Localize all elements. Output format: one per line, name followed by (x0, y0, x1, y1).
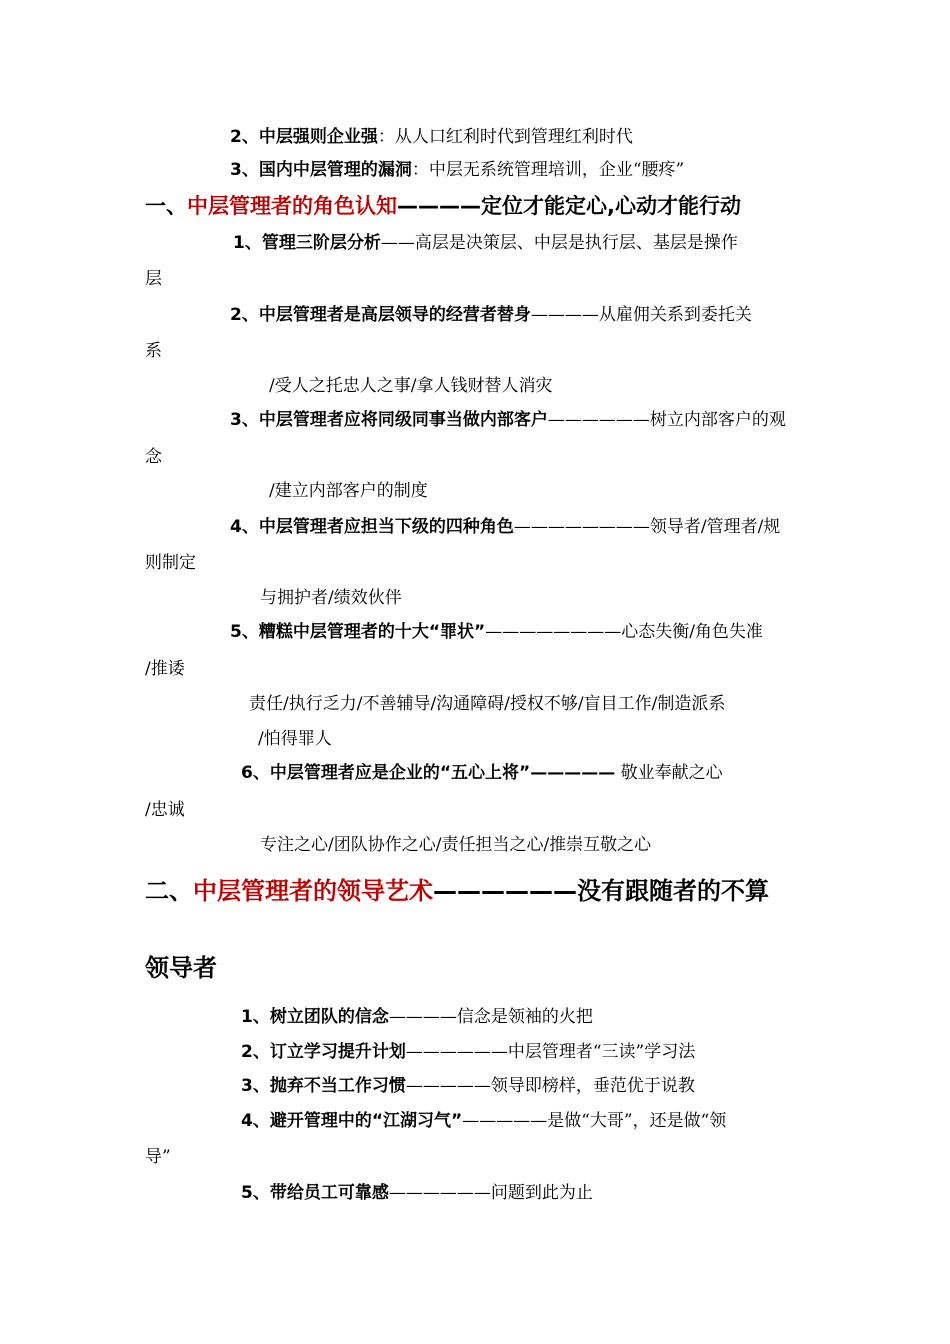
s1-item-1-wrap: 层 (145, 269, 162, 289)
item-number: 3、 (230, 160, 259, 180)
item-heading: 中层管理者应担当下级的四种角色 (258, 517, 514, 537)
s2-item-4 (241, 1110, 726, 1132)
section-dash: ———— (397, 194, 481, 218)
s1-item-5-cont2: /怕得罪人 (258, 729, 332, 749)
item-text: —————领导即榜样，垂范优于说教 (405, 1076, 695, 1096)
s1-item-4 (230, 516, 780, 538)
item-heading: 抛弃不当工作习惯 (269, 1076, 406, 1096)
item-text: ——————树立内部客户的观 (547, 410, 786, 430)
item-heading: 中层管理者应是企业的“五心上将” (269, 763, 531, 783)
s2-item-5 (241, 1182, 593, 1204)
section-2-heading (145, 875, 769, 907)
item-dash: ————— (530, 763, 616, 783)
s1-item-5-cont: 责任/执行乏力/不善辅导/沟通障碍/授权不够/盲目工作/制造派系 (249, 694, 726, 714)
item-text: ——————中层管理者“三读”学习法 (405, 1042, 696, 1062)
item-number: 5、 (241, 1183, 270, 1203)
s1-item-3-wrap: 念 (145, 447, 162, 467)
item-number: 3、 (230, 410, 259, 430)
item-heading: 中层管理者应将同级同事当做内部客户 (258, 410, 548, 430)
item-number: 2、 (230, 305, 259, 325)
item-text: 敬业奉献之心 (615, 763, 723, 783)
section-number: 一、 (145, 194, 187, 218)
item-heading: 中层强则企业强 (258, 127, 378, 147)
item-text: ——高层是决策层、中层是执行层、基层是操作 (380, 233, 738, 253)
item-number: 6、 (241, 763, 270, 783)
item-number: 4、 (241, 1111, 270, 1131)
item-text: ——————问题到此为止 (388, 1183, 593, 1203)
s2-item-4-wrap: 导” (145, 1147, 171, 1167)
item-number: 3、 (241, 1076, 270, 1096)
s1-item-1 (233, 232, 738, 254)
item-heading: 糟糕中层管理者的十大“罪状” (258, 622, 486, 642)
section-dash: —————— (433, 877, 577, 905)
s1-item-3 (230, 409, 786, 431)
item-heading: 带给员工可靠感 (269, 1183, 389, 1203)
s1-item-2-cont: /受人之托忠人之事/拿人钱财替人消灾 (269, 376, 553, 396)
section-1-heading (145, 192, 741, 220)
item-text: ————信念是领袖的火把 (388, 1007, 593, 1027)
item-number: 2、 (241, 1042, 270, 1062)
item-heading: 避开管理中的“江湖习气” (269, 1111, 463, 1131)
s1-item-5 (230, 621, 763, 643)
s1-item-6-cont: 专注之心/团队协作之心/责任担当之心/推崇互敬之心 (260, 835, 652, 855)
s1-item-3-cont: /建立内部客户的制度 (269, 481, 428, 501)
item-text: ：从人口红利时代到管理红利时代 (377, 127, 633, 147)
s1-item-4-cont: 与拥护者/绩效伙伴 (260, 588, 402, 608)
s2-item-3 (241, 1075, 695, 1097)
item-heading: 中层管理者是高层领导的经营者替身 (258, 305, 531, 325)
item-heading: 管理三阶层分析 (261, 233, 381, 253)
item-number: 5、 (230, 622, 259, 642)
s1-item-6 (241, 762, 723, 784)
intro-item-2 (230, 126, 633, 148)
s1-item-2 (230, 304, 752, 326)
section-subtitle: 没有跟随者的不算 (577, 877, 769, 905)
section-2-heading-wrap: 领导者 (145, 954, 217, 982)
section-title: 中层管理者的角色认知 (187, 194, 397, 218)
item-text: ————————心态失衡/角色失准 (485, 622, 763, 642)
item-heading: 国内中层管理的漏洞 (258, 160, 412, 180)
item-number: 2、 (230, 127, 259, 147)
s1-item-4-wrap: 则制定 (145, 553, 196, 573)
s1-item-2-wrap: 系 (145, 341, 162, 361)
item-text: —————是做“大哥”，还是做“领 (462, 1111, 727, 1131)
item-text: ：中层无系统管理培训，企业“腰疼” (411, 160, 685, 180)
item-text: ————从雇佣关系到委托关 (530, 305, 752, 325)
s2-item-1 (241, 1006, 593, 1028)
item-text: ————————领导者/管理者/规 (513, 517, 781, 537)
item-number: 1、 (233, 233, 262, 253)
intro-item-3 (230, 159, 684, 181)
section-subtitle: 定位才能定心,心动才能行动 (481, 194, 741, 218)
section-number: 二、 (145, 877, 193, 905)
s1-item-5-wrap: /推诿 (145, 659, 185, 679)
section-title: 中层管理者的领导艺术 (193, 877, 433, 905)
s1-item-6-wrap: /忠诚 (145, 800, 185, 820)
item-heading: 树立团队的信念 (269, 1007, 389, 1027)
item-number: 1、 (241, 1007, 270, 1027)
item-heading: 订立学习提升计划 (269, 1042, 406, 1062)
item-number: 4、 (230, 517, 259, 537)
s2-item-2 (241, 1041, 695, 1063)
